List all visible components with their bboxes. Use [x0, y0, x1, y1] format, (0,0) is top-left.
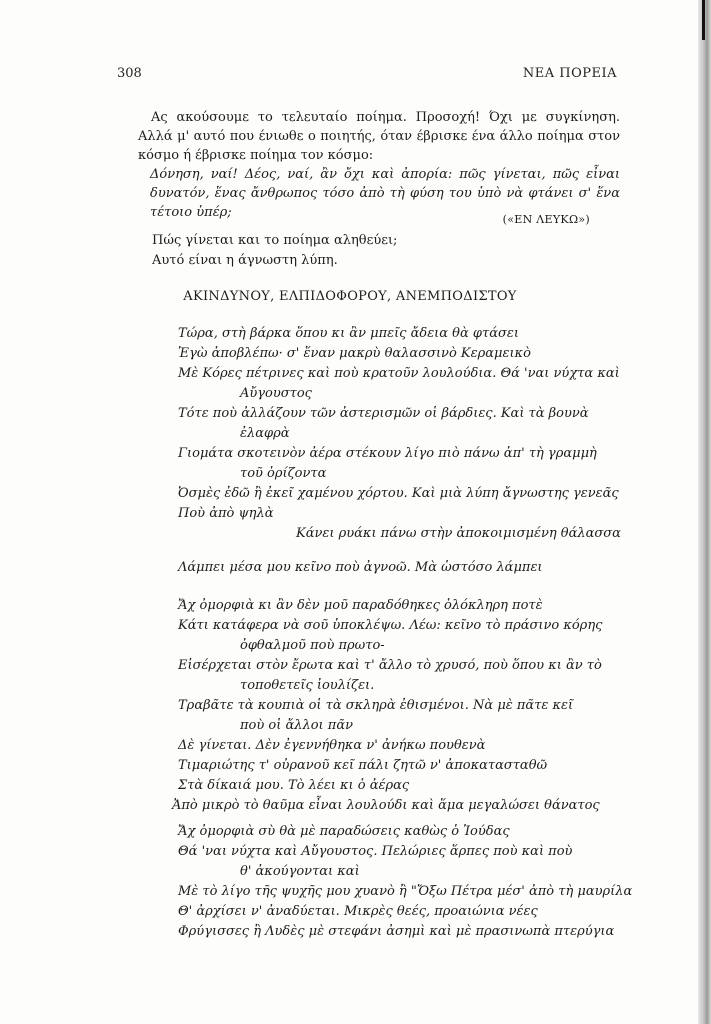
poem-line: Ὀσμὲς ἐδῶ ἢ ἐκεῖ χαμένου χόρτου. Καὶ μιὰ λύπη ἄγνωστης γενεᾶς	[178, 486, 619, 501]
poem-title: ΑΚΙΝΔΥΝΟΥ, ΕΛΠΙΔΟΦΟΡΟΥ, ΑΝΕΜΠΟΔΙΣΤΟΥ	[183, 289, 517, 304]
poem-line: Ἄχ ὀμορφιὰ σὺ θὰ μὲ παραδώσεις καθὼς ὁ Ἰούδας	[178, 824, 510, 839]
poem-line: Μὲ τὸ λίγο τῆς ψυχῆς μου χυανὸ ἢ "Ὄξω Πέτρα μέσ' ἀπὸ τὴ μαυρίλα	[178, 884, 633, 899]
poem-line: Αὔγουστος	[240, 386, 312, 401]
poem-stanza-1	[178, 324, 638, 544]
poem-stanza-2	[178, 558, 638, 578]
poem-line: Γιομάτα σκοτεινὸν ἀέρα στέκουν λίγο πιὸ πάνω ἀπ' τὴ γραμμὴ	[178, 446, 597, 461]
poem-line: ποὺ οἱ ἄλλοι πᾶν	[240, 718, 354, 733]
intro-closing-lines	[152, 231, 592, 271]
poem-line: τοποθετεῖς ἰουλίζει.	[240, 678, 375, 693]
poem-line: Τότε ποὺ ἀλλάζουν τῶν ἀστερισμῶν οἱ βάρδιες. Καὶ τὰ βουνὰ	[178, 406, 589, 421]
poem-stanza-3	[172, 596, 638, 816]
page-number: 308	[117, 66, 142, 81]
running-title: ΝΕΑ ΠΟΡΕΙΑ	[522, 66, 617, 81]
poem-line: Ἄχ ὀμορφιὰ κι ἂν δὲν μοῦ παραδόθηκες ὁλόκληρη ποτὲ	[178, 598, 543, 613]
poem-line: Τώρα, στὴ βάρκα ὅπου κι ἂν μπεῖς ἄδεια θὰ φτάσει	[178, 326, 519, 341]
poem-line: Τιμαριώτης τ' οὐρανοῦ κεῖ πάλι ζητῶ ν' ἀποκατασταθῶ	[178, 758, 548, 773]
quote-source: («ΕΝ ΛΕΥΚΩ»)	[502, 213, 590, 226]
poem-line: Εἰσέρχεται στὸν ἔρωτα καὶ τ' ἄλλο τὸ χρυσό, ποὺ ὅπου κι ἂν τὸ	[178, 658, 602, 673]
poem-line: Λάμπει μέσα μου κεῖνο ποὺ ἀγνοῶ. Μὰ ὡστόσο λάμπει	[178, 560, 543, 575]
closing-line-2: Αυτό είναι η άγνωστη λύπη.	[152, 253, 338, 268]
poem-line: Ἐγὼ ἀποβλέπω· σ' ἕναν μακρὺ θαλασσινὸ Κεραμεικὸ	[178, 346, 531, 361]
poem-line: Κάτι κατάφερα νὰ σοῦ ὑποκλέψω. Λέω: κεῖνο τὸ πράσινο κόρης	[178, 618, 603, 633]
poem-line: θ' ἀκούγονται καὶ	[240, 864, 360, 879]
poem-line: Τραβᾶτε τὰ κουπιὰ οἱ τὰ σκληρὰ ἐθισμένοι. Νὰ μὲ πᾶτε κεῖ	[178, 698, 574, 713]
poem-line: Φρύγισσες ἢ Λυδὲς μὲ στεφάνι ἀσημὶ καὶ μὲ πρασινωπὰ πτερύγια	[178, 924, 615, 939]
poem-line: τοῦ ὁρίζοντα	[240, 466, 327, 481]
book-spine-shadow	[698, 0, 711, 1024]
poem-line: Δὲ γίνεται. Δὲν ἐγεννήθηκα ν' ἀνήκω πουθενὰ	[178, 738, 486, 753]
poem-stanza-4	[178, 822, 638, 942]
poem-line: Στὰ δίκαιά μου. Τὸ λέει κι ὁ ἀέρας	[178, 778, 410, 793]
poem-line: Ἀπὸ μικρὸ τὸ θαῦμα εἶναι λουλούδι καὶ ἅμα μεγαλώσει θάνατος	[172, 798, 600, 813]
poem-line: Ποὺ ἀπὸ ψηλὰ	[178, 506, 274, 521]
intro-paragraph: Ας ακούσουμε το τελευταίο ποίημα. Προσοχή! Όχι με συγκίνηση. Αλλά μ' αυτό που ένιωθε ο ποιητής, όταν έβρισκε ένα άλλο ποίημα στον κόσμο ή έβρισκε ποίημα τον κόσμο:	[138, 110, 620, 163]
poem-line: ὀφθαλμοῦ ποὺ πρωτο-	[240, 638, 385, 653]
poem-line: Μὲ Κόρες πέτρινες καὶ ποὺ κρατοῦν λουλούδια. Θά 'ναι νύχτα καὶ	[178, 366, 620, 381]
poem-line: ἐλαφρὰ	[240, 426, 290, 441]
poem-line: Θ' ἀρχίσει ν' ἀναδύεται. Μικρὲς θεές, προαιώνια νέες	[178, 904, 538, 919]
poem-line: Κάνει ρυάκι πάνω στὴν ἀποκοιμισμένη θάλασσα	[296, 526, 621, 541]
closing-line-1: Πώς γίνεται και το ποίημα αληθεύει;	[152, 233, 398, 248]
book-edge-mark	[702, 0, 705, 40]
poem-line: Θά 'ναι νύχτα καὶ Αὔγουστος. Πελώριες ἅρπες ποὺ καὶ ποὺ	[178, 844, 573, 859]
page-header	[117, 66, 617, 86]
block-quote: Δόνηση, ναί! Δέος, ναί, ἂν ὄχι καὶ ἀπορία: πῶς γίνεται, πῶς εἶναι δυνατόν, ἕνας ἄνθρωπος τόσο ἀπὸ τὴ φύση του ὑπὸ νὰ φτάνει σ' ἕνα τέτοιο ὑπέρ;	[150, 167, 620, 220]
